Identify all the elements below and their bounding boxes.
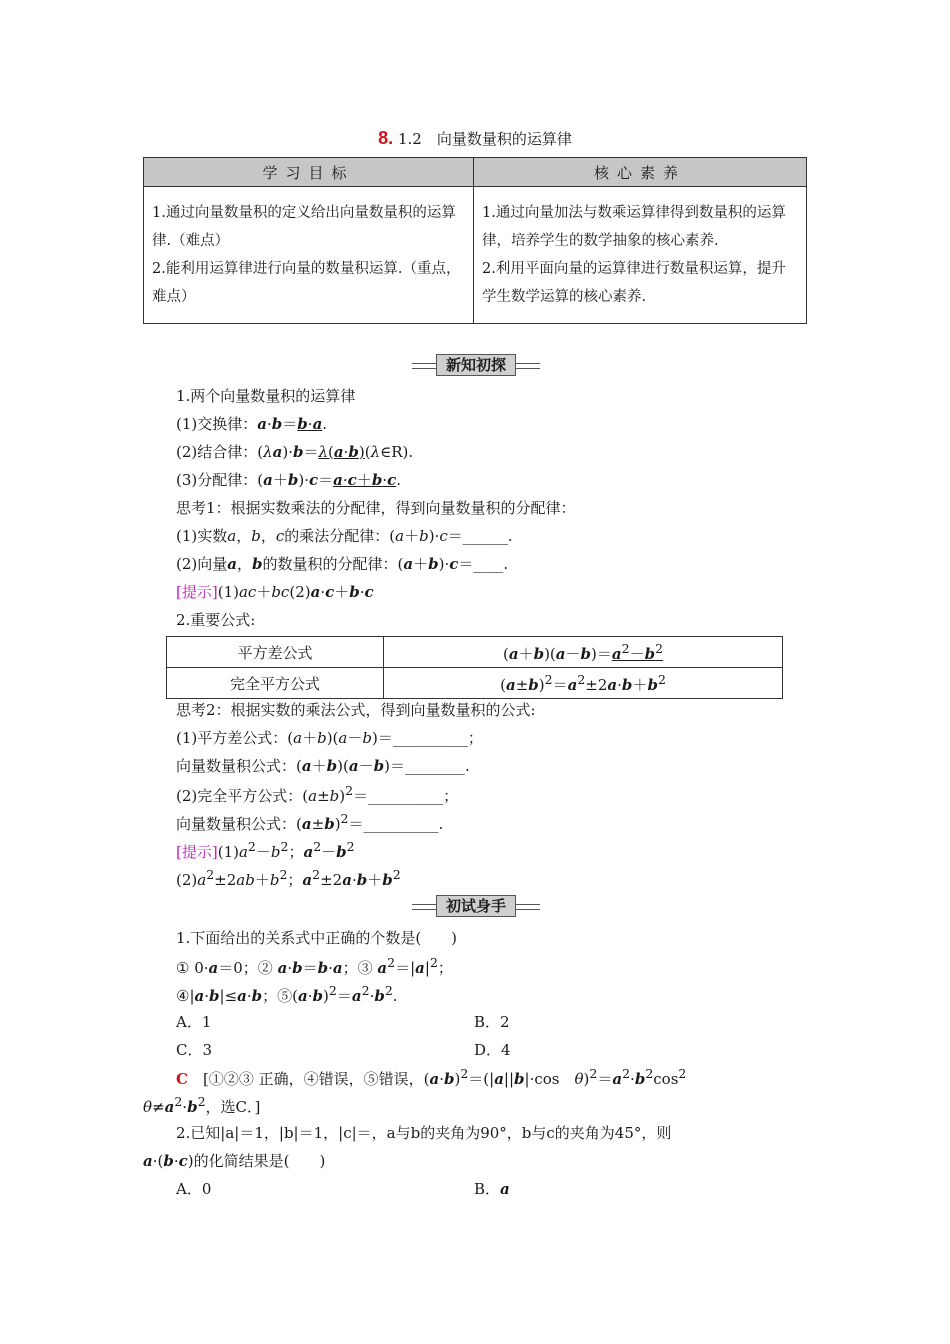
think2-hint: [提示]$(1)a^2-b^2$；$a^2-b^2$ [176, 839, 355, 861]
option-a: A．0 [176, 1180, 212, 1198]
competency-header: 核心素养 [474, 158, 807, 187]
rules-title: 1.两个向量数量积的运算律 [176, 387, 356, 405]
exercise-1-items-2: ④|a·b|≤a·b；$⑤(a\cdot b)^2=a^2\cdot b^2$. [176, 983, 398, 1005]
think2-intro: 思考2：根据实数的乘法公式，得到向量数量积的公式: [176, 701, 536, 719]
exercise-1-solution-2: $\theta\ne a^2\cdot b^2$，选C．] [143, 1094, 261, 1116]
formula-name: 平方差公式 [167, 637, 384, 668]
think1-q2: (2)向量a，b的数量积的分配律：(a＋b)·c＝____. [176, 555, 509, 573]
option-b: B．a [474, 1180, 510, 1198]
formula-value: $(a\pm b)^2=a^2\pm 2a\cdot b+b^2$ [384, 668, 783, 699]
think2-l1: (1)平方差公式：(a＋b)(a－b)＝__________； [176, 729, 483, 747]
section-badge: 初试身手 [412, 895, 540, 917]
section-number: 8. [378, 128, 394, 148]
exercise-2-question: 2.已知|a|＝1，|b|＝1，|c|＝，a与b的夹角为90°，b与c的夹角为45°，则 [176, 1124, 672, 1142]
formula-value: $(a+b)(a-b)=a^2-b^2$ [384, 637, 783, 668]
objectives-header: 学习目标 [144, 158, 474, 187]
think1-q1: (1)实数a，b，c的乘法分配律：(a＋b)·c＝______. [176, 527, 513, 545]
think1-hint: [提示](1)ac＋bc(2)a·c＋b·c [176, 583, 374, 601]
option-b: B．2 [474, 1013, 510, 1031]
think2-l3: (2)完全平方公式：$(a\pm b)^2=\_\_\_\_\_\_\_\_\_\_$； [176, 783, 459, 805]
think2-hint-2: $(2)a^2\pm 2ab+b^2$；$a^2\pm 2a\cdot b+b^2$ [176, 867, 401, 889]
think2-l4: 向量数量积公式：$(a\pm b)^2=\_\_\_\_\_\_\_\_\_\_$. [176, 811, 444, 833]
competency-item: 1.通过向量加法与数乘运算律得到数量积的运算律，培养学生的数学抽象的核心素养. [482, 205, 786, 249]
formula-table [166, 636, 783, 699]
rule-associative: (2)结合律：(λa)·b＝λ(a·b)(λ∈R). [176, 443, 414, 461]
exercise-1-solution: C [①②③ 正确，④错误，⑤错误，$(a\cdot b)^2=(|a||b|\cdot\cos$ $\theta)^2=a^2\cdot b^2\cos^2$ [176, 1066, 687, 1088]
section-badge: 新知初探 [412, 354, 540, 376]
formulas-title: 2.重要公式: [176, 611, 256, 629]
option-a: A．1 [176, 1013, 212, 1031]
competency-item: 2.利用平面向量的运算律进行数量积运算，提升学生数学运算的核心素养. [482, 261, 786, 305]
exercise-2-question-2: a·(b·c)的化简结果是( ) [143, 1152, 326, 1170]
section-title: 1.2 向量数量积的运算律 [397, 130, 572, 148]
rule-distributive: (3)分配律：(a＋b)·c＝a·c＋b·c. [176, 471, 402, 489]
formula-name: 完全平方公式 [167, 668, 384, 699]
exercise-1-question: 1.下面给出的关系式中正确的个数是( ) [176, 929, 458, 947]
objectives-table [143, 157, 807, 324]
rule-commutative: (1)交换律：a·b＝b·a. [176, 415, 328, 433]
exercise-1-items: ① 0·a＝0；② a·b＝b·a；③ $a^2=|a|^2$； [176, 955, 453, 977]
think1-intro: 思考1：根据实数乘法的分配律，得到向量数量积的分配律： [176, 499, 576, 517]
option-c: C．3 [176, 1041, 213, 1059]
objective-item: 1.通过向量数量积的定义给出向量数量积的运算律.（难点） [152, 205, 456, 249]
option-d: D．4 [474, 1041, 511, 1059]
page-title [0, 128, 950, 149]
think2-l2: 向量数量积公式：(a＋b)(a－b)＝________. [176, 757, 470, 775]
objective-item: 2.能利用运算律进行向量的数量积运算.（重点，难点） [152, 261, 461, 305]
